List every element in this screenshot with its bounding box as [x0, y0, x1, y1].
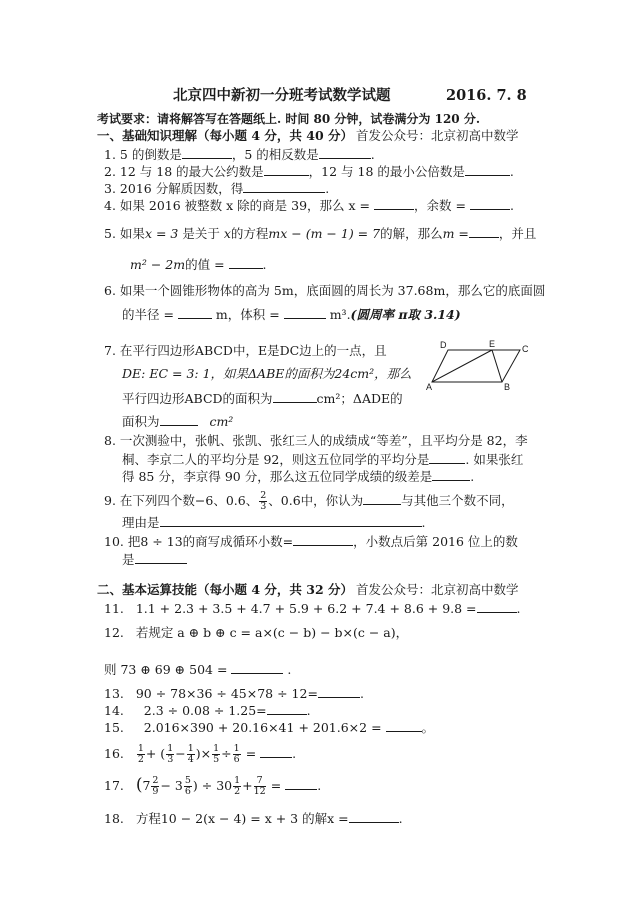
answer-blank[interactable] [267, 702, 307, 715]
answer-blank[interactable] [284, 306, 326, 319]
answer-blank[interactable] [477, 600, 517, 613]
question-5-line-2: m² − 2m的值 = . [130, 257, 267, 272]
question-12-line-2: 则 73 ⊕ 69 ⊕ 504 = . [104, 662, 292, 677]
question-10-line-2: 是 [122, 551, 187, 568]
question-1: 1. 5 的倒数是 ，5 的相反数是 . [104, 147, 375, 162]
vertex-label-d: D [440, 340, 447, 350]
question-2: 2. 12 与 18 的最大公约数是 ，12 与 18 的最小公倍数是 . [104, 164, 514, 179]
question-7-line-2: DE: EC = 3: 1，如果ΔABE的面积为24cm²，那么 [122, 366, 412, 381]
segment-eb [492, 350, 502, 382]
question-8: 8. 一次测验中，张帆、张凯、张红三人的成绩成“等差”，且平均分是 82，李 [104, 433, 528, 448]
section-1-watermark: 首发公众号：北京初高中数学 [356, 128, 519, 143]
question-5: 5. 如果x = 3 是关于 x的方程mx − (m − 1) = 7的解，那么m = ，并且 [104, 226, 537, 241]
question-8-line-2: 桐、李京二人的平均分是 92，则这五位同学的平均分是 . 如果张红 [122, 452, 524, 467]
answer-blank[interactable] [160, 514, 422, 527]
page-title: 北京四中新初一分班考试数学试题 [173, 87, 391, 104]
answer-blank[interactable] [273, 390, 317, 403]
answer-blank[interactable] [231, 661, 283, 674]
vertex-label-e: E [489, 340, 496, 349]
answer-blank[interactable] [318, 685, 360, 698]
question-14: 14. 2.3 ÷ 0.08 ÷ 1.25= . [104, 703, 311, 718]
answer-blank[interactable] [135, 551, 187, 564]
fraction: $\frac{1}{3}$ [167, 743, 174, 765]
question-10: 10. 把8 ÷ 13的商写成循环小数= ，小数点后第 2016 位上的数 [104, 534, 518, 549]
answer-blank[interactable] [386, 719, 422, 732]
question-13: 13. 90 ÷ 78×36 ÷ 45×78 ÷ 12= . [104, 686, 364, 701]
fraction: $\frac{5}{6}$ [184, 775, 191, 797]
fraction: $\frac{1}{4}$ [187, 743, 194, 765]
answer-blank[interactable] [432, 468, 470, 481]
answer-blank[interactable] [349, 810, 399, 823]
vertex-label-c: C [522, 344, 528, 354]
answer-blank[interactable] [229, 256, 263, 269]
answer-blank[interactable] [243, 180, 325, 193]
question-6: 6. 如果一个圆锥形物体的高为 5m，底面圆的周长为 37.68m，那么它的底面圆 [104, 283, 546, 298]
question-15: 15. 2.016×390 + 20.16×41 + 201.6×2 = 。 [104, 720, 435, 735]
question-16: 16. $\frac{1}{2}$ + ( $\frac{1}{3}$ − $\frac{1}{4}$ )× $\frac{1}{5}$ ÷ $\frac{1}{6}$ = . [104, 743, 297, 765]
question-7: 7. 在平行四边形ABCD中，E是DC边上的一点，且 [104, 343, 387, 358]
answer-blank[interactable] [429, 451, 465, 464]
question-3: 3. 2016 分解质因数，得 . [104, 181, 330, 196]
segment-ae [432, 350, 492, 382]
question-7-line-3: 平行四边形ABCD的面积为 cm²；ΔADE的 [122, 391, 403, 406]
fraction: $\frac{1}{5}$ [213, 743, 220, 765]
question-11: 11. 1.1 + 2.3 + 3.5 + 4.7 + 5.9 + 6.2 + 7.4 + 8.6 + 9.8 = . [104, 601, 521, 616]
answer-blank[interactable] [470, 197, 510, 210]
answer-blank[interactable] [160, 413, 198, 426]
answer-blank[interactable] [469, 225, 499, 238]
fraction: $\frac{2}{9}$ [152, 775, 159, 797]
answer-blank[interactable] [465, 163, 510, 176]
section-2-heading: 二、基本运算技能（每小题 4 分，共 32 分） [97, 582, 354, 597]
answer-blank[interactable] [374, 197, 414, 210]
fraction: $\frac{2}{3}$ [260, 490, 267, 512]
question-12: 12. 若规定 a ⊕ b ⊕ c = a×(c − b) − b×(c − a)， [104, 625, 409, 640]
fraction: $\frac{7}{12}$ [253, 775, 266, 797]
question-4: 4. 如果 2016 被整数 x 除的商是 39，那么 x = ，余数 = . [104, 198, 514, 213]
vertex-label-b: B [504, 382, 511, 392]
answer-blank[interactable] [178, 306, 212, 319]
answer-blank[interactable] [363, 492, 401, 505]
parallelogram-figure [424, 340, 528, 392]
answer-blank[interactable] [264, 163, 309, 176]
question-9: 9. 在下列四个数−6、0.6、 $\frac{2}{3}$ 、0.6̇中，你认为 与其他三个数不同， [104, 490, 514, 512]
answer-blank[interactable] [293, 533, 353, 546]
fraction: $\frac{1}{2}$ [234, 775, 241, 797]
question-8-line-3: 得 85 分，李京得 90 分，那么这五位同学成绩的级差是 . [122, 469, 475, 484]
vertex-label-a: A [426, 382, 433, 392]
exam-requirement: 考试要求：请将解答写在答题纸上. 时间 80 分钟，试卷满分为 120 分. [97, 112, 480, 126]
section-2-watermark: 首发公众号：北京初高中数学 [356, 582, 519, 597]
question-17: 17. (7 $\frac{2}{9}$ − 3 $\frac{5}{6}$ ) ÷ 30 $\frac{1}{2}$ + $\frac{7}{12}$ = . [104, 775, 322, 797]
fraction: $\frac{1}{6}$ [233, 743, 240, 765]
answer-blank[interactable] [319, 146, 371, 159]
exam-date: 2016. 7. 8 [446, 87, 527, 104]
question-7-line-4: 面积为 cm² [122, 414, 234, 429]
question-9-line-2: 理由是 . [122, 515, 426, 530]
question-18: 18. 方程10 − 2(x − 4) = x + 3 的解x = . [104, 811, 403, 826]
parallelogram-abcd [432, 350, 520, 382]
section-1-heading: 一、基础知识理解（每小题 4 分，共 40 分） [97, 128, 354, 143]
fraction: $\frac{1}{2}$ [137, 743, 144, 765]
answer-blank[interactable] [285, 777, 317, 790]
answer-blank[interactable] [182, 146, 232, 159]
question-6-line-2: 的半径 = m，体积 = m³.(圆周率 π取 3.14) [122, 307, 461, 322]
answer-blank[interactable] [260, 745, 292, 758]
